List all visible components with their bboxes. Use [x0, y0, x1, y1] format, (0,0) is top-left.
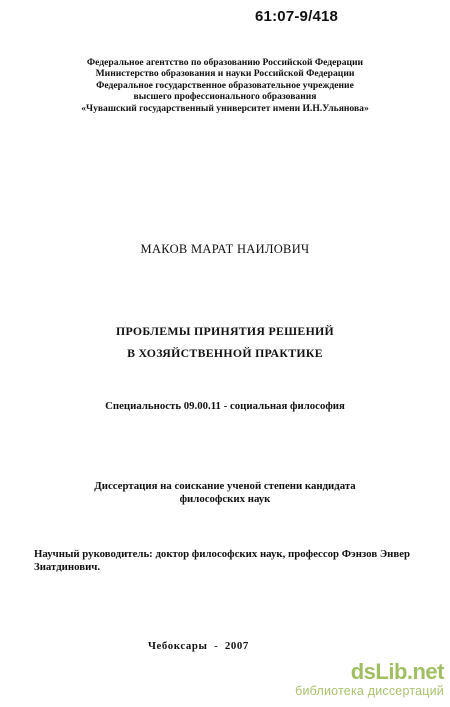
organization-line-4: высшего профессионального образования	[133, 91, 317, 103]
organization-line-5: «Чувашский государственный университет имени И.Н.Ульянова»	[81, 102, 369, 114]
degree-line-2: философских наук	[179, 493, 271, 505]
supervisor-name: Фэнзов Энвер Зиатдинович.	[34, 548, 411, 573]
degree-statement	[0, 480, 450, 506]
author-name: МАКОВ МАРАТ НАИЛОВИЧ	[140, 242, 310, 256]
specialty-line: Специальность 09.00.11 - социальная философия	[105, 400, 345, 412]
dslib-watermark	[286, 660, 444, 699]
title-line-1: ПРОБЛЕМЫ ПРИНЯТИЯ РЕШЕНИЙ	[115, 324, 334, 338]
organization-line-2: Министерство образования и науки Российской Федерации	[95, 68, 355, 80]
supervisor-text: Научный руководитель: доктор философских наук, профессор	[34, 548, 340, 560]
degree-line-1: Диссертация на соискание ученой степени кандидата	[94, 480, 356, 492]
title-line-2: В ХОЗЯЙСТВЕННОЙ ПРАКТИКЕ	[127, 346, 323, 360]
organization-header	[0, 57, 450, 114]
organization-line-1: Федеральное агентство по образованию Российской Федерации	[86, 57, 364, 68]
catalog-code: 61:07-9/418	[255, 8, 339, 25]
dissertation-title	[0, 320, 450, 364]
organization-line-3: Федеральное государственное образовательное учреждение	[96, 79, 354, 91]
watermark-logo: dsLib.net	[350, 659, 444, 684]
city-year: Чебоксары - 2007	[148, 640, 249, 652]
watermark-subtitle: библиотека диссертаций	[295, 684, 444, 698]
supervisor-block	[34, 548, 434, 574]
